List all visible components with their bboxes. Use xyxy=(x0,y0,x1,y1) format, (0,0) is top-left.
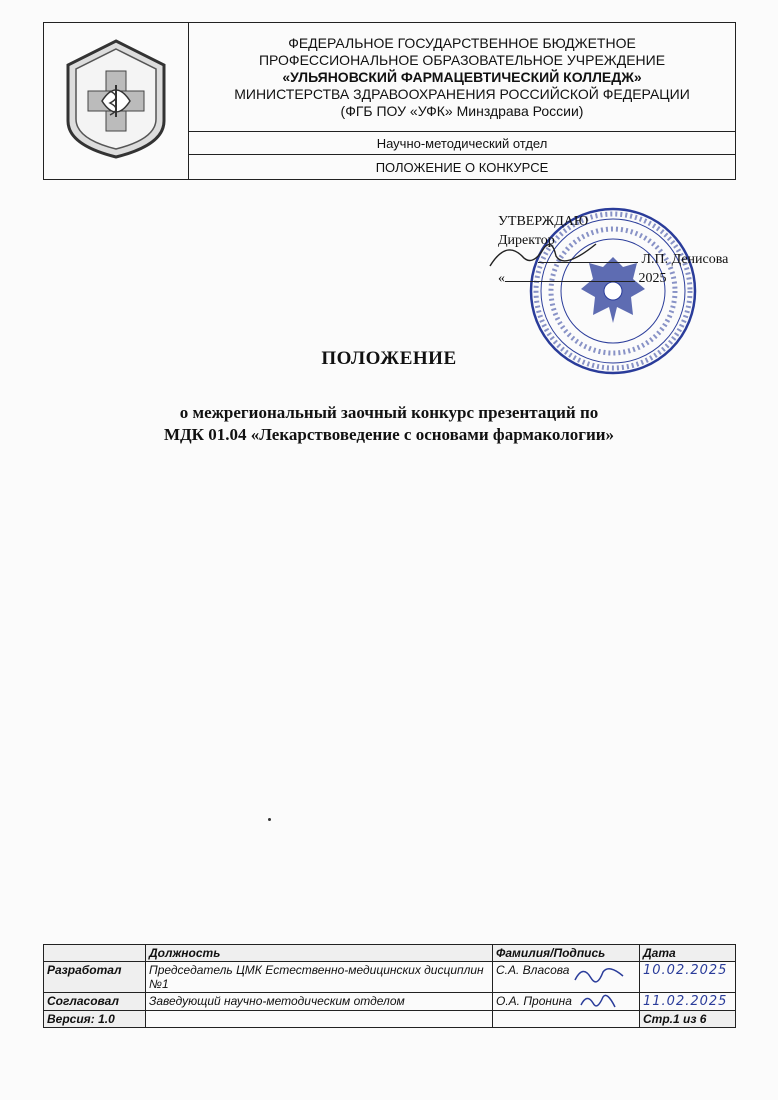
approval-block xyxy=(498,212,738,288)
table-row xyxy=(44,993,736,1011)
signature-icon xyxy=(579,991,619,1013)
blank-cell xyxy=(493,1011,640,1028)
footer-header-row xyxy=(44,945,736,962)
row-date: 10.02.2025 xyxy=(640,962,736,993)
row-name-cell xyxy=(493,993,640,1011)
blank-cell xyxy=(146,1011,493,1028)
college-logo xyxy=(44,23,189,180)
doc-type-cell: ПОЛОЖЕНИЕ О КОНКУРСЕ xyxy=(189,155,736,180)
row-position: Заведующий научно-методическим отделом xyxy=(146,993,493,1011)
row-label: Разработал xyxy=(44,962,146,993)
header-table xyxy=(43,22,736,180)
name-header: Фамилия/Подпись xyxy=(493,945,640,962)
row-label: Согласовал xyxy=(44,993,146,1011)
department-cell: Научно-методический отдел xyxy=(189,132,736,155)
org-line-5: (ФГБ ПОУ «УФК» Минздрава России) xyxy=(340,102,584,119)
date-blank xyxy=(505,281,635,282)
row-name: О.А. Пронина xyxy=(496,994,572,1008)
subtitle-line-1: о межрегиональный заочный конкурс презентаций по xyxy=(179,403,599,422)
date-header: Дата xyxy=(640,945,736,962)
footer-version-row xyxy=(44,1011,736,1028)
college-emblem-icon xyxy=(52,35,180,163)
document-subtitle xyxy=(0,402,778,446)
approval-sheet-table xyxy=(43,944,736,1028)
org-line-2: ПРОФЕССИОНАЛЬНОЕ ОБРАЗОВАТЕЛЬНОЕ УЧРЕЖДЕНИЕ xyxy=(258,51,666,68)
approval-year: 2025 xyxy=(638,271,667,286)
row-position: Председатель ЦМК Естественно-медицинских дисциплин №1 xyxy=(146,962,493,993)
approval-title: УТВЕРЖДАЮ xyxy=(498,214,589,229)
position-header: Должность xyxy=(146,945,493,962)
row-name-cell xyxy=(493,962,640,993)
row-date: 11.02.2025 xyxy=(640,993,736,1011)
approval-position: Директор xyxy=(498,233,555,248)
org-line-3: «УЛЬЯНОВСКИЙ ФАРМАЦЕВТИЧЕСКИЙ КОЛЛЕДЖ» xyxy=(282,68,642,85)
organization-name xyxy=(189,23,736,132)
row-name: С.А. Власова xyxy=(496,963,570,977)
document-title: ПОЛОЖЕНИЕ xyxy=(321,348,457,369)
org-line-1: ФЕДЕРАЛЬНОЕ ГОСУДАРСТВЕННОЕ БЮДЖЕТНОЕ xyxy=(288,34,636,51)
approval-date-prefix: « xyxy=(498,271,505,286)
scan-artifact xyxy=(268,818,271,821)
director-signature-icon xyxy=(486,234,606,274)
table-row xyxy=(44,962,736,993)
blank-header-cell xyxy=(44,945,146,962)
version-cell: Версия: 1.0 xyxy=(44,1011,146,1028)
org-line-4: МИНИСТЕРСТВА ЗДРАВООХРАНЕНИЯ РОССИЙСКОЙ ФЕДЕРАЦИИ xyxy=(234,85,690,102)
signature-icon xyxy=(573,962,625,988)
approval-name: Л.П. Денисова xyxy=(641,252,729,267)
page-number: Стр.1 из 6 xyxy=(640,1011,736,1028)
subtitle-line-2: МДК 01.04 «Лекарствоведение с основами фармакологии» xyxy=(163,425,615,444)
